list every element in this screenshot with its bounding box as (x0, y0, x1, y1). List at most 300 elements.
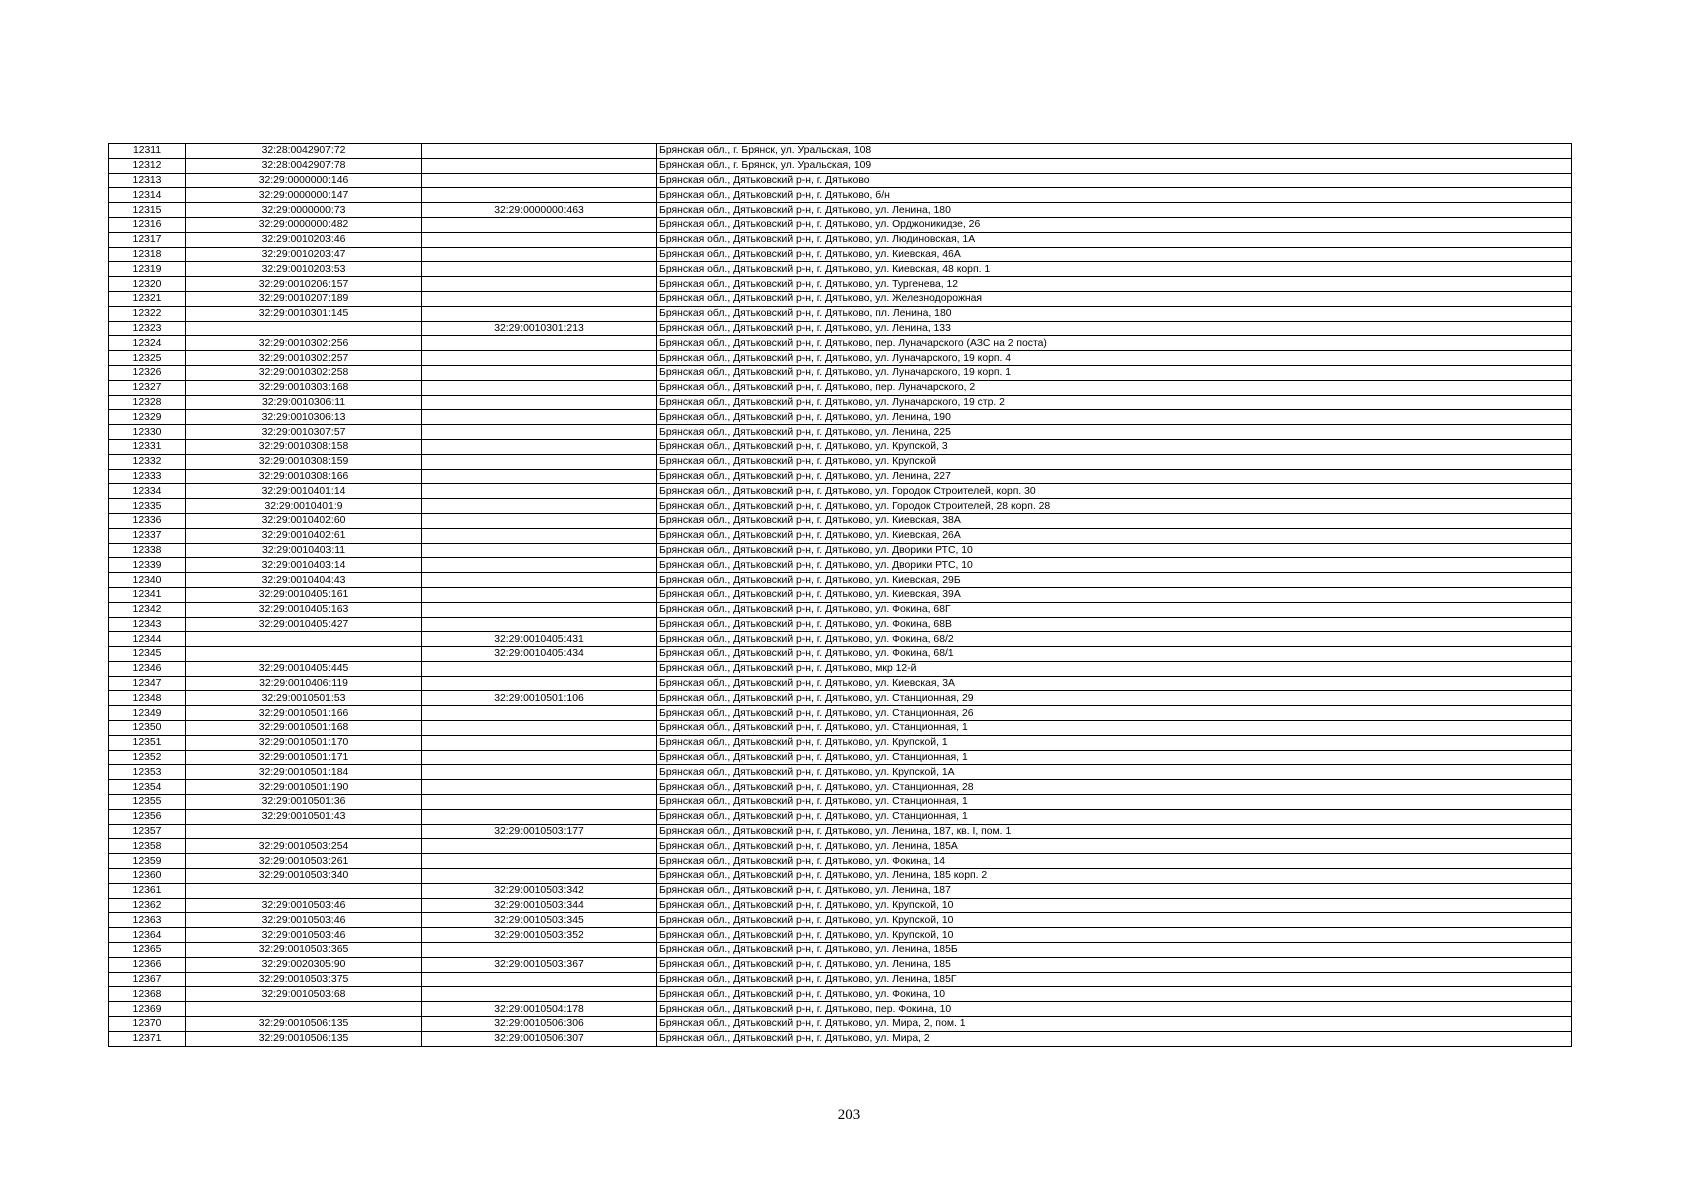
row-number-cell: 12370 (109, 1017, 186, 1032)
cadastral-number-2-cell (422, 365, 657, 380)
cadastral-number-cell: 32:29:0010307:57 (186, 425, 422, 440)
cadastral-number-2-cell (422, 943, 657, 958)
table-row (109, 839, 1572, 854)
cadastral-number-cell: 32:29:0010302:258 (186, 365, 422, 380)
cadastral-number-2-cell (422, 528, 657, 543)
address-cell: Брянская обл., Дятьковский р-н, г. Дятьково, ул. Станционная, 1 (657, 721, 1572, 736)
address-cell: Брянская обл., Дятьковский р-н, г. Дятьково, ул. Ленина, 187, кв. I, пом. 1 (657, 824, 1572, 839)
table-row (109, 365, 1572, 380)
address-cell: Брянская обл., Дятьковский р-н, г. Дятьково, ул. Киевская, 3А (657, 676, 1572, 691)
table-row (109, 854, 1572, 869)
cadastral-number-2-cell (422, 987, 657, 1002)
table-row (109, 484, 1572, 499)
row-number-cell: 12363 (109, 913, 186, 928)
address-cell: Брянская обл., Дятьковский р-н, г. Дятьково, ул. Мира, 2 (657, 1031, 1572, 1046)
cadastral-number-cell: 32:29:0000000:147 (186, 188, 422, 203)
cadastral-number-2-cell: 32:29:0010405:431 (422, 632, 657, 647)
row-number-cell: 12349 (109, 706, 186, 721)
row-number-cell: 12344 (109, 632, 186, 647)
cadastral-number-2-cell (422, 291, 657, 306)
table-row (109, 439, 1572, 454)
row-number-cell: 12347 (109, 676, 186, 691)
cadastral-number-2-cell (422, 173, 657, 188)
cadastral-number-2-cell: 32:29:0010503:177 (422, 824, 657, 839)
address-cell: Брянская обл., Дятьковский р-н, г. Дятьково, ул. Крупской (657, 454, 1572, 469)
cadastral-number-2-cell (422, 277, 657, 292)
table-row (109, 602, 1572, 617)
cadastral-number-2-cell (422, 395, 657, 410)
row-number-cell: 12353 (109, 765, 186, 780)
cadastral-number-2-cell (422, 972, 657, 987)
address-cell: Брянская обл., Дятьковский р-н, г. Дятьково, ул. Киевская, 38А (657, 513, 1572, 528)
cadastral-number-cell: 32:29:0010501:36 (186, 795, 422, 810)
cadastral-number-cell: 32:29:0010203:46 (186, 232, 422, 247)
address-cell: Брянская обл., Дятьковский р-н, г. Дятьково, ул. Тургенева, 12 (657, 277, 1572, 292)
table-row (109, 513, 1572, 528)
row-number-cell: 12323 (109, 321, 186, 336)
address-cell: Брянская обл., Дятьковский р-н, г. Дятьково, ул. Фокина, 68В (657, 617, 1572, 632)
cadastral-number-2-cell (422, 499, 657, 514)
row-number-cell: 12369 (109, 1002, 186, 1017)
cadastral-number-cell (186, 824, 422, 839)
cadastral-number-2-cell (422, 573, 657, 588)
cadastral-number-2-cell (422, 661, 657, 676)
cadastral-number-cell: 32:29:0010404:43 (186, 573, 422, 588)
cadastral-number-cell: 32:29:0010503:68 (186, 987, 422, 1002)
address-cell: Брянская обл., Дятьковский р-н, г. Дятьково, ул. Станционная, 1 (657, 795, 1572, 810)
row-number-cell: 12331 (109, 439, 186, 454)
row-number-cell: 12320 (109, 277, 186, 292)
address-cell: Брянская обл., Дятьковский р-н, г. Дятьково, ул. Городок Строителей, 28 корп. 28 (657, 499, 1572, 514)
cadastral-number-cell: 32:29:0010501:43 (186, 809, 422, 824)
row-number-cell: 12340 (109, 573, 186, 588)
cadastral-number-2-cell (422, 232, 657, 247)
cadastral-number-cell: 32:29:0010403:14 (186, 558, 422, 573)
cadastral-number-cell: 32:29:0010405:445 (186, 661, 422, 676)
cadastral-number-cell: 32:29:0010501:190 (186, 780, 422, 795)
address-cell: Брянская обл., Дятьковский р-н, г. Дятьково, пер. Луначарского (АЗС на 2 поста) (657, 336, 1572, 351)
table-row (109, 454, 1572, 469)
table-row (109, 528, 1572, 543)
cadastral-number-cell: 32:29:0010503:46 (186, 928, 422, 943)
table-row (109, 351, 1572, 366)
table-row (109, 232, 1572, 247)
address-cell: Брянская обл., Дятьковский р-н, г. Дятьково, ул. Ленина, 225 (657, 425, 1572, 440)
row-number-cell: 12341 (109, 587, 186, 602)
row-number-cell: 12355 (109, 795, 186, 810)
cadastral-number-2-cell (422, 217, 657, 232)
table-row (109, 217, 1572, 232)
table-row (109, 913, 1572, 928)
table-row (109, 617, 1572, 632)
table-row (109, 203, 1572, 218)
row-number-cell: 12324 (109, 336, 186, 351)
cadastral-number-cell: 32:29:0000000:146 (186, 173, 422, 188)
address-cell: Брянская обл., Дятьковский р-н, г. Дятьково, ул. Луначарского, 19 корп. 4 (657, 351, 1572, 366)
row-number-cell: 12354 (109, 780, 186, 795)
row-number-cell: 12366 (109, 957, 186, 972)
row-number-cell: 12351 (109, 735, 186, 750)
table-row (109, 291, 1572, 306)
table-row (109, 735, 1572, 750)
table-row (109, 780, 1572, 795)
cadastral-number-2-cell (422, 188, 657, 203)
cadastral-number-cell: 32:29:0010501:170 (186, 735, 422, 750)
cadastral-number-cell: 32:29:0010401:14 (186, 484, 422, 499)
table-row (109, 277, 1572, 292)
table-row (109, 943, 1572, 958)
table-row (109, 336, 1572, 351)
cadastral-number-2-cell: 32:29:0010506:306 (422, 1017, 657, 1032)
cadastral-number-2-cell (422, 765, 657, 780)
cadastral-number-2-cell (422, 617, 657, 632)
address-cell: Брянская обл., Дятьковский р-н, г. Дятьково, б/н (657, 188, 1572, 203)
table-row (109, 573, 1572, 588)
table-row (109, 380, 1572, 395)
row-number-cell: 12322 (109, 306, 186, 321)
cadastral-number-2-cell (422, 869, 657, 884)
table-row (109, 321, 1572, 336)
cadastral-number-cell: 32:29:0010401:9 (186, 499, 422, 514)
row-number-cell: 12318 (109, 247, 186, 262)
cadastral-number-cell: 32:29:0010308:159 (186, 454, 422, 469)
row-number-cell: 12337 (109, 528, 186, 543)
address-cell: Брянская обл., Дятьковский р-н, г. Дятьково, ул. Ленина, 133 (657, 321, 1572, 336)
cadastral-number-cell: 32:29:0010403:11 (186, 543, 422, 558)
row-number-cell: 12356 (109, 809, 186, 824)
cadastral-number-cell: 32:29:0010506:135 (186, 1031, 422, 1046)
address-cell: Брянская обл., Дятьковский р-н, г. Дятьково, ул. Станционная, 1 (657, 809, 1572, 824)
cadastral-number-2-cell (422, 439, 657, 454)
row-number-cell: 12319 (109, 262, 186, 277)
cadastral-number-2-cell (422, 706, 657, 721)
row-number-cell: 12334 (109, 484, 186, 499)
cadastral-number-2-cell (422, 469, 657, 484)
cadastral-number-cell: 32:29:0010501:166 (186, 706, 422, 721)
table-row (109, 410, 1572, 425)
cadastral-number-2-cell (422, 410, 657, 425)
row-number-cell: 12332 (109, 454, 186, 469)
cadastral-number-2-cell: 32:29:0010504:178 (422, 1002, 657, 1017)
cadastral-number-cell: 32:29:0010308:158 (186, 439, 422, 454)
table-row (109, 306, 1572, 321)
cadastral-number-cell: 32:29:0010501:168 (186, 721, 422, 736)
cadastral-number-2-cell (422, 454, 657, 469)
row-number-cell: 12333 (109, 469, 186, 484)
address-cell: Брянская обл., Дятьковский р-н, г. Дятьково, ул. Луначарского, 19 корп. 1 (657, 365, 1572, 380)
cadastral-number-2-cell (422, 587, 657, 602)
row-number-cell: 12362 (109, 898, 186, 913)
row-number-cell: 12312 (109, 158, 186, 173)
cadastral-number-cell: 32:29:0010203:47 (186, 247, 422, 262)
cadastral-number-2-cell: 32:29:0010501:106 (422, 691, 657, 706)
cadastral-number-cell: 32:29:0010503:254 (186, 839, 422, 854)
cadastral-number-cell: 32:29:0010501:171 (186, 750, 422, 765)
cadastral-number-2-cell (422, 839, 657, 854)
cadastral-number-cell: 32:29:0010203:53 (186, 262, 422, 277)
address-cell: Брянская обл., Дятьковский р-н, г. Дятьково, ул. Фокина, 68Г (657, 602, 1572, 617)
cadastral-number-2-cell (422, 425, 657, 440)
row-number-cell: 12338 (109, 543, 186, 558)
cadastral-number-cell (186, 632, 422, 647)
row-number-cell: 12346 (109, 661, 186, 676)
row-number-cell: 12348 (109, 691, 186, 706)
cadastral-number-2-cell (422, 336, 657, 351)
cadastral-number-2-cell: 32:29:0000000:463 (422, 203, 657, 218)
address-cell: Брянская обл., Дятьковский р-н, г. Дятьково, ул. Ленина, 185Б (657, 943, 1572, 958)
cadastral-number-2-cell (422, 247, 657, 262)
table-row (109, 987, 1572, 1002)
row-number-cell: 12328 (109, 395, 186, 410)
cadastral-number-2-cell: 32:29:0010503:344 (422, 898, 657, 913)
cadastral-number-cell: 32:29:0020305:90 (186, 957, 422, 972)
cadastral-number-2-cell: 32:29:0010503:342 (422, 883, 657, 898)
address-cell: Брянская обл., Дятьковский р-н, г. Дятьково, ул. Крупской, 3 (657, 439, 1572, 454)
cadastral-number-cell: 32:29:0010207:189 (186, 291, 422, 306)
table-row (109, 647, 1572, 662)
address-cell: Брянская обл., Дятьковский р-н, г. Дятьково, ул. Орджоникидзе, 26 (657, 217, 1572, 232)
table-row (109, 750, 1572, 765)
cadastral-number-2-cell: 32:29:0010301:213 (422, 321, 657, 336)
cadastral-number-cell: 32:29:0010402:61 (186, 528, 422, 543)
table-row (109, 469, 1572, 484)
cadastral-number-cell: 32:29:0010306:11 (186, 395, 422, 410)
address-cell: Брянская обл., Дятьковский р-н, г. Дятьково, ул. Городок Строителей, корп. 30 (657, 484, 1572, 499)
cadastral-number-2-cell: 32:29:0010405:434 (422, 647, 657, 662)
cadastral-number-2-cell (422, 262, 657, 277)
cadastral-number-2-cell (422, 543, 657, 558)
cadastral-number-cell: 32:29:0010302:257 (186, 351, 422, 366)
row-number-cell: 12357 (109, 824, 186, 839)
row-number-cell: 12325 (109, 351, 186, 366)
address-cell: Брянская обл., Дятьковский р-н, г. Дятьково, ул. Фокина, 68/1 (657, 647, 1572, 662)
cadastral-number-cell: 32:29:0000000:482 (186, 217, 422, 232)
cadastral-number-cell: 32:29:0010506:135 (186, 1017, 422, 1032)
row-number-cell: 12329 (109, 410, 186, 425)
cadastral-number-2-cell (422, 750, 657, 765)
row-number-cell: 12361 (109, 883, 186, 898)
cadastral-number-cell (186, 1002, 422, 1017)
table-row (109, 395, 1572, 410)
table-row (109, 1017, 1572, 1032)
table-row (109, 558, 1572, 573)
table-row (109, 425, 1572, 440)
cadastral-number-2-cell (422, 513, 657, 528)
table-row (109, 144, 1572, 159)
row-number-cell: 12368 (109, 987, 186, 1002)
address-cell: Брянская обл., Дятьковский р-н, г. Дятьково, ул. Дворики РТС, 10 (657, 558, 1572, 573)
row-number-cell: 12326 (109, 365, 186, 380)
table-row (109, 957, 1572, 972)
address-cell: Брянская обл., Дятьковский р-н, г. Дятьково, ул. Ленина, 185 корп. 2 (657, 869, 1572, 884)
table-row (109, 706, 1572, 721)
row-number-cell: 12358 (109, 839, 186, 854)
cadastral-number-2-cell: 32:29:0010503:367 (422, 957, 657, 972)
table-row (109, 632, 1572, 647)
page-number: 203 (837, 1107, 861, 1123)
address-cell: Брянская обл., Дятьковский р-н, г. Дятьково, ул. Крупской, 10 (657, 898, 1572, 913)
cadastral-number-2-cell (422, 144, 657, 159)
address-cell: Брянская обл., Дятьковский р-н, г. Дятьково (657, 173, 1572, 188)
cadastral-number-cell: 32:29:0010405:163 (186, 602, 422, 617)
address-cell: Брянская обл., Дятьковский р-н, г. Дятьково, ул. Крупской, 10 (657, 928, 1572, 943)
address-cell: Брянская обл., Дятьковский р-н, г. Дятьково, ул. Ленина, 190 (657, 410, 1572, 425)
cadastral-number-2-cell (422, 676, 657, 691)
row-number-cell: 12339 (109, 558, 186, 573)
cadastral-number-cell (186, 647, 422, 662)
cadastral-number-cell: 32:29:0010503:261 (186, 854, 422, 869)
address-cell: Брянская обл., Дятьковский р-н, г. Дятьково, ул. Дворики РТС, 10 (657, 543, 1572, 558)
address-cell: Брянская обл., г. Брянск, ул. Уральская, 108 (657, 144, 1572, 159)
cadastral-number-cell: 32:29:0010306:13 (186, 410, 422, 425)
address-cell: Брянская обл., Дятьковский р-н, г. Дятьково, ул. Станционная, 26 (657, 706, 1572, 721)
cadastral-number-cell: 32:29:0010503:46 (186, 898, 422, 913)
address-cell: Брянская обл., Дятьковский р-н, г. Дятьково, пер. Луначарского, 2 (657, 380, 1572, 395)
address-cell: Брянская обл., Дятьковский р-н, г. Дятьково, ул. Станционная, 1 (657, 750, 1572, 765)
address-cell: Брянская обл., Дятьковский р-н, г. Дятьково, ул. Фокина, 14 (657, 854, 1572, 869)
table-row (109, 972, 1572, 987)
row-number-cell: 12350 (109, 721, 186, 736)
address-cell: Брянская обл., Дятьковский р-н, г. Дятьково, ул. Крупской, 1А (657, 765, 1572, 780)
row-number-cell: 12345 (109, 647, 186, 662)
cadastral-number-cell: 32:29:0010503:340 (186, 869, 422, 884)
row-number-cell: 12315 (109, 203, 186, 218)
cadastral-number-cell: 32:29:0010303:168 (186, 380, 422, 395)
cadastral-number-2-cell: 32:29:0010506:307 (422, 1031, 657, 1046)
row-number-cell: 12360 (109, 869, 186, 884)
row-number-cell: 12327 (109, 380, 186, 395)
address-cell: Брянская обл., Дятьковский р-н, г. Дятьково, ул. Людиновская, 1А (657, 232, 1572, 247)
row-number-cell: 12342 (109, 602, 186, 617)
row-number-cell: 12311 (109, 144, 186, 159)
address-cell: Брянская обл., Дятьковский р-н, г. Дятьково, ул. Крупской, 1 (657, 735, 1572, 750)
cadastral-number-cell: 32:29:0010402:60 (186, 513, 422, 528)
registry-table (108, 143, 1572, 1047)
cadastral-number-2-cell (422, 721, 657, 736)
cadastral-number-cell (186, 321, 422, 336)
cadastral-number-2-cell (422, 306, 657, 321)
address-cell: Брянская обл., Дятьковский р-н, г. Дятьково, ул. Киевская, 39А (657, 587, 1572, 602)
cadastral-number-cell: 32:29:0010501:53 (186, 691, 422, 706)
address-cell: Брянская обл., Дятьковский р-н, г. Дятьково, ул. Фокина, 10 (657, 987, 1572, 1002)
table-row (109, 824, 1572, 839)
cadastral-number-2-cell (422, 558, 657, 573)
address-cell: Брянская обл., Дятьковский р-н, г. Дятьково, ул. Луначарского, 19 стр. 2 (657, 395, 1572, 410)
row-number-cell: 12364 (109, 928, 186, 943)
address-cell: Брянская обл., Дятьковский р-н, г. Дятьково, пл. Ленина, 180 (657, 306, 1572, 321)
row-number-cell: 12343 (109, 617, 186, 632)
table-row (109, 661, 1572, 676)
table-row (109, 262, 1572, 277)
address-cell: Брянская обл., Дятьковский р-н, г. Дятьково, мкр 12-й (657, 661, 1572, 676)
row-number-cell: 12321 (109, 291, 186, 306)
table-row (109, 883, 1572, 898)
cadastral-number-2-cell (422, 351, 657, 366)
cadastral-number-2-cell (422, 380, 657, 395)
table-row (109, 1002, 1572, 1017)
table-row (109, 691, 1572, 706)
cadastral-number-cell (186, 883, 422, 898)
table-row (109, 173, 1572, 188)
registry-table-body (109, 144, 1572, 1047)
address-cell: Брянская обл., Дятьковский р-н, г. Дятьково, ул. Ленина, 187 (657, 883, 1572, 898)
address-cell: Брянская обл., Дятьковский р-н, г. Дятьково, ул. Ленина, 185А (657, 839, 1572, 854)
row-number-cell: 12336 (109, 513, 186, 528)
address-cell: Брянская обл., г. Брянск, ул. Уральская, 109 (657, 158, 1572, 173)
cadastral-number-cell: 32:29:0000000:73 (186, 203, 422, 218)
cadastral-number-2-cell (422, 602, 657, 617)
address-cell: Брянская обл., Дятьковский р-н, г. Дятьково, ул. Мира, 2, пом. 1 (657, 1017, 1572, 1032)
cadastral-number-cell: 32:29:0010503:375 (186, 972, 422, 987)
cadastral-number-cell: 32:29:0010503:365 (186, 943, 422, 958)
table-row (109, 869, 1572, 884)
address-cell: Брянская обл., Дятьковский р-н, г. Дятьково, ул. Киевская, 29Б (657, 573, 1572, 588)
address-cell: Брянская обл., Дятьковский р-н, г. Дятьково, ул. Станционная, 29 (657, 691, 1572, 706)
address-cell: Брянская обл., Дятьковский р-н, г. Дятьково, ул. Ленина, 185Г (657, 972, 1572, 987)
cadastral-number-cell: 32:29:0010501:184 (186, 765, 422, 780)
address-cell: Брянская обл., Дятьковский р-н, г. Дятьково, ул. Киевская, 46А (657, 247, 1572, 262)
table-row (109, 188, 1572, 203)
table-row (109, 898, 1572, 913)
address-cell: Брянская обл., Дятьковский р-н, г. Дятьково, ул. Ленина, 185 (657, 957, 1572, 972)
cadastral-number-2-cell (422, 735, 657, 750)
cadastral-number-2-cell (422, 854, 657, 869)
row-number-cell: 12352 (109, 750, 186, 765)
table-row (109, 499, 1572, 514)
cadastral-number-cell: 32:29:0010302:256 (186, 336, 422, 351)
cadastral-number-cell: 32:29:0010206:157 (186, 277, 422, 292)
cadastral-number-cell: 32:29:0010406:119 (186, 676, 422, 691)
table-row (109, 1031, 1572, 1046)
address-cell: Брянская обл., Дятьковский р-н, г. Дятьково, ул. Ленина, 227 (657, 469, 1572, 484)
cadastral-number-cell: 32:28:0042907:72 (186, 144, 422, 159)
table-row (109, 795, 1572, 810)
table-row (109, 809, 1572, 824)
row-number-cell: 12330 (109, 425, 186, 440)
cadastral-number-2-cell: 32:29:0010503:345 (422, 913, 657, 928)
cadastral-number-2-cell (422, 809, 657, 824)
cadastral-number-cell: 32:29:0010308:166 (186, 469, 422, 484)
cadastral-number-cell: 32:28:0042907:78 (186, 158, 422, 173)
table-row (109, 543, 1572, 558)
cadastral-number-cell: 32:29:0010301:145 (186, 306, 422, 321)
row-number-cell: 12313 (109, 173, 186, 188)
cadastral-number-cell: 32:29:0010503:46 (186, 913, 422, 928)
row-number-cell: 12317 (109, 232, 186, 247)
row-number-cell: 12314 (109, 188, 186, 203)
address-cell: Брянская обл., Дятьковский р-н, г. Дятьково, ул. Ленина, 180 (657, 203, 1572, 218)
table-row (109, 765, 1572, 780)
row-number-cell: 12367 (109, 972, 186, 987)
table-row (109, 721, 1572, 736)
cadastral-number-2-cell: 32:29:0010503:352 (422, 928, 657, 943)
address-cell: Брянская обл., Дятьковский р-н, г. Дятьково, ул. Крупской, 10 (657, 913, 1572, 928)
table-row (109, 587, 1572, 602)
row-number-cell: 12359 (109, 854, 186, 869)
row-number-cell: 12371 (109, 1031, 186, 1046)
cadastral-number-cell: 32:29:0010405:427 (186, 617, 422, 632)
address-cell: Брянская обл., Дятьковский р-н, г. Дятьково, ул. Станционная, 28 (657, 780, 1572, 795)
address-cell: Брянская обл., Дятьковский р-н, г. Дятьково, ул. Фокина, 68/2 (657, 632, 1572, 647)
cadastral-number-2-cell (422, 795, 657, 810)
address-cell: Брянская обл., Дятьковский р-н, г. Дятьково, ул. Железнодорожная (657, 291, 1572, 306)
table-row (109, 158, 1572, 173)
table-row (109, 676, 1572, 691)
table-row (109, 247, 1572, 262)
cadastral-number-2-cell (422, 484, 657, 499)
address-cell: Брянская обл., Дятьковский р-н, г. Дятьково, ул. Киевская, 48 корп. 1 (657, 262, 1572, 277)
row-number-cell: 12316 (109, 217, 186, 232)
